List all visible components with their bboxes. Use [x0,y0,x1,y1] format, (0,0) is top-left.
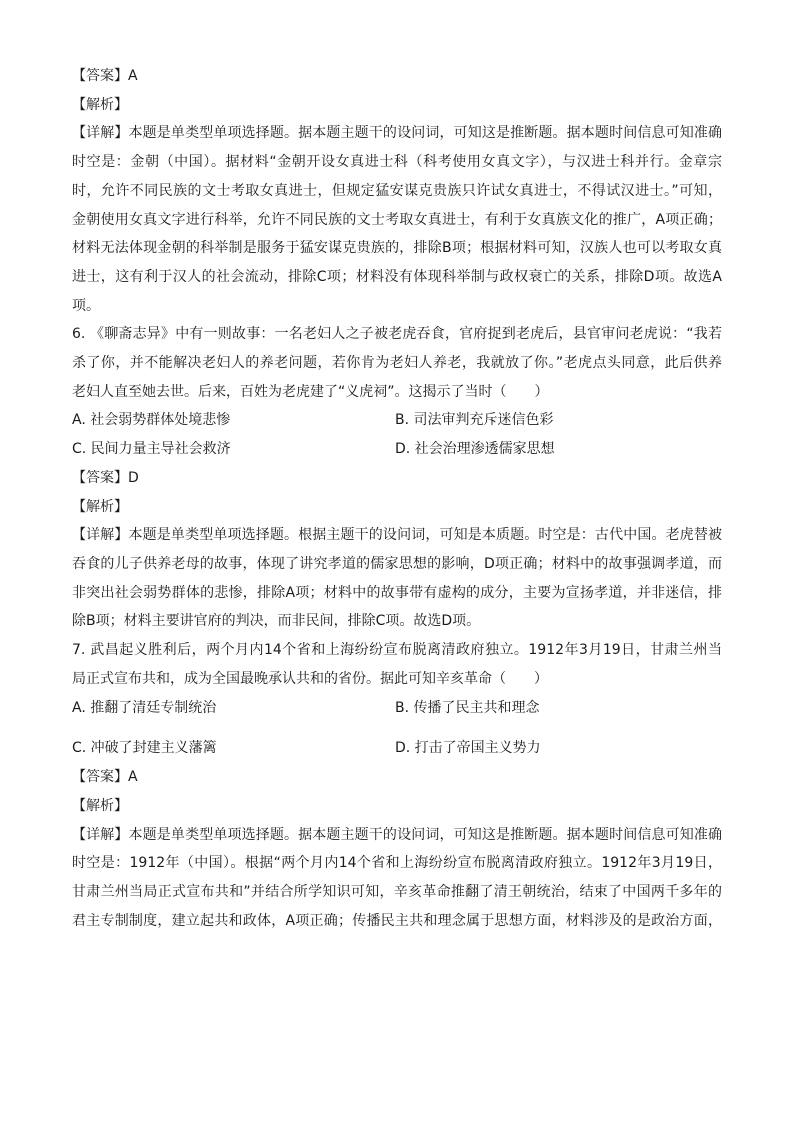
option-b: B. 传播了民主共和理念 [395,700,540,717]
detail-line: 【详解】本题是单类型单项选择题。据本题主题干的设问词，可知这是推断题。据本题时间信息可知准确 [72,826,722,843]
option-a: A. 推翻了清廷专制统治 [72,700,217,717]
detail-line: 进士，这有利于汉人的社会流动，排除C项；材料没有体现科举制与政权衰亡的关系，排除D项。故选A [72,268,722,285]
option-row [72,734,722,763]
analysis-label: 【解析】 [72,498,128,515]
document-page [72,62,722,935]
detail-line: 项。 [72,297,100,314]
option-d: D. 打击了帝国主义势力 [395,740,541,757]
detail-line: 时空是：1912年（中国）。根据“两个月内14个省和上海纷纷宣布脱离清政府独立。1912年3月19日， [72,855,722,872]
option-row [72,435,722,464]
detail-line: 非突出社会弱势群体的悲惨，排除A项；材料中的故事带有虚构的成分，主要为宣扬孝道，并非迷信，排 [72,584,722,601]
option-row [72,406,722,435]
question-stem: 6. 《聊斋志异》中有一则故事：一名老妇人之子被老虎吞食，官府捉到老虎后，县官审问老虎说：“我若 [72,326,722,343]
detail-line: 甘肃兰州当局正式宣布共和”并结合所学知识可知，辛亥革命推翻了清王朝统治，结束了中国两千多年的 [72,883,722,900]
option-b: B. 司法审判充斥迷信色彩 [395,412,554,429]
analysis-label: 【解析】 [72,797,128,814]
question-stem: 7. 武昌起义胜利后，两个月内14个省和上海纷纷宣布脱离清政府独立。1912年3月19日，甘肃兰州当 [72,642,722,659]
detail-line: 金朝使用女真文字进行科举，允许不同民族的文士考取女真进士，有利于女真族文化的推广，A项正确； [72,211,722,228]
option-row [72,693,722,724]
detail-line: 材料无法体现金朝的科举制是服务于猛安谋克贵族的，排除B项；根据材料可知，汉族人也可以考取女真 [72,240,722,257]
analysis-label: 【解析】 [72,96,128,113]
answer-label: 【答案】D [72,469,139,486]
detail-line: 【详解】本题是单类型单项选择题。根据主题干的设问词，可知是本质题。时空是：古代中国。老虎替被 [72,527,722,544]
answer-label: 【答案】A [72,769,138,786]
question-stem: 杀了你，并不能解决老妇人的养老问题，若你肯为老妇人养老，我就放了你。”老虎点头同意，此后供养 [72,355,722,372]
detail-line: 时，允许不同民族的文士考取女真进士，但规定猛安谋克贵族只许试女真进士，不得试汉进士。”可知， [72,182,722,199]
detail-line: 吞食的儿子供养老母的故事，体现了讲究孝道的儒家思想的影响，D项正确；材料中的故事强调孝道，而 [72,555,722,572]
option-c: C. 民间力量主导社会救济 [72,441,231,458]
option-c: C. 冲破了封建主义藩篱 [72,740,217,757]
detail-line: 除B项；材料主要讲官府的判决，而非民间，排除C项。故选D项。 [72,613,481,630]
question-stem: 老妇人直至她去世。后来，百姓为老虎建了“义虎祠”。这揭示了当时（ ） [72,383,549,400]
option-d: D. 社会治理渗透儒家思想 [395,441,555,458]
detail-line: 君主专制制度，建立起共和政体，A项正确；传播民主共和理念属于思想方面，材料涉及的是政治方面， [72,912,722,929]
option-a: A. 社会弱势群体处境悲惨 [72,412,231,429]
detail-line: 时空是：金朝（中国）。据材料“金朝开设女真进士科（科考使用女真文字），与汉进士科并行。金章宗 [72,154,722,171]
detail-line: 【详解】本题是单类型单项选择题。据本题主题干的设问词，可知这是推断题。据本题时间信息可知准确 [72,125,722,142]
answer-label: 【答案】A [72,68,138,84]
question-stem: 局正式宣布共和，成为全国最晚承认共和的省份。据此可知辛亥革命（ ） [72,670,548,687]
